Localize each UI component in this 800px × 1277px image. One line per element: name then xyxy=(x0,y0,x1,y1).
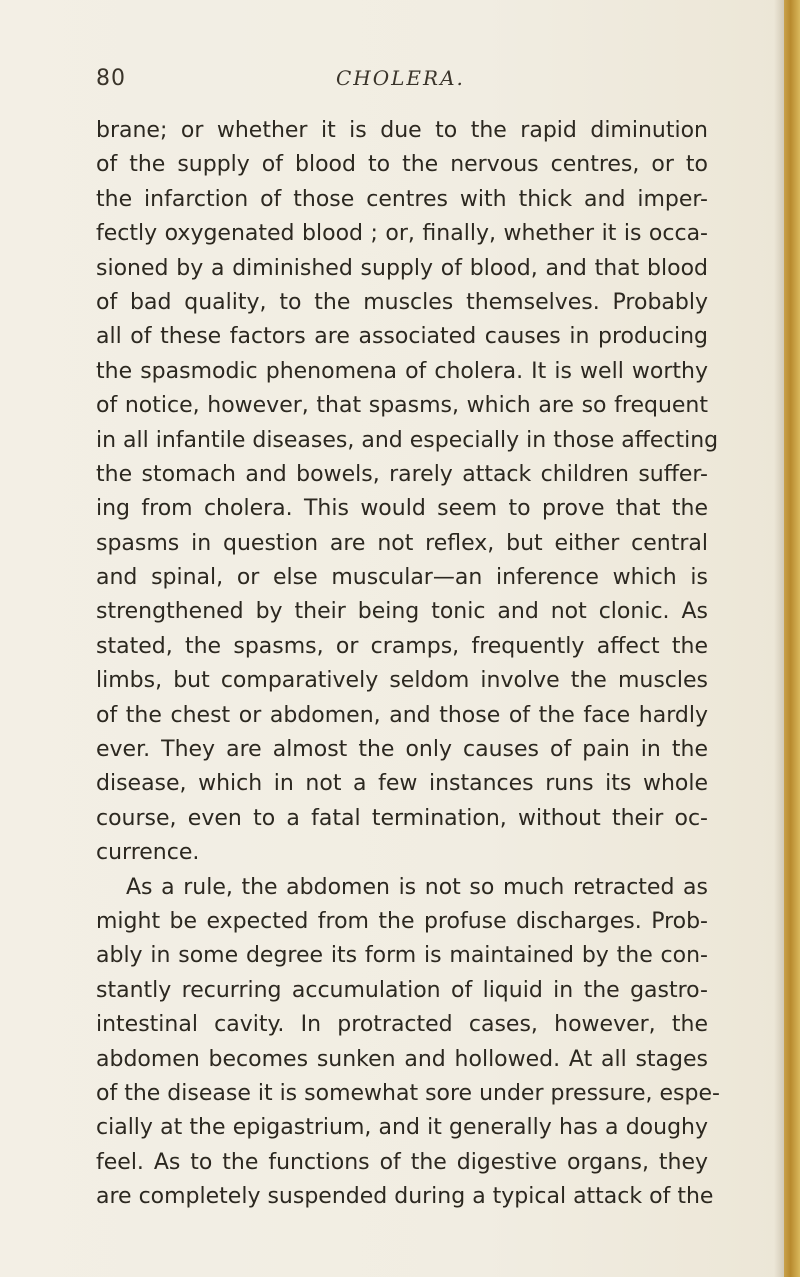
text-line: intestinal cavity. In protracted cases, however, the xyxy=(96,1012,708,1038)
page-number: 80 xyxy=(96,66,126,91)
text-line: cially at the epigastrium, and it generally has a doughy xyxy=(96,1115,708,1141)
text-line: all of these factors are associated causes in producing xyxy=(96,324,708,350)
page-header xyxy=(96,66,776,98)
running-head: CHOLERA. xyxy=(336,66,465,90)
text-line: brane; or whether it is due to the rapid diminution xyxy=(96,118,708,143)
text-line: feel. As to the functions of the digestive organs, they xyxy=(96,1149,708,1175)
text-line: the stomach and bowels, rarely attack children suffer- xyxy=(96,461,708,487)
text-line: the spasmodic phenomena of cholera. It is well worthy xyxy=(96,358,708,384)
text-line: ing from cholera. This would seem to prove that the xyxy=(96,496,708,522)
text-line: of the chest or abdomen, and those of the face hardly xyxy=(96,702,708,728)
text-line: of bad quality, to the muscles themselves. Probably xyxy=(96,289,708,315)
text-line: ever. They are almost the only causes of pain in the xyxy=(96,737,708,763)
text-line: in all infantile diseases, and especially in those affecting xyxy=(96,427,719,453)
text-line: abdomen becomes sunken and hollowed. At all stages xyxy=(96,1046,708,1072)
paragraph-start-line: As a rule, the abdomen is not so much retracted as xyxy=(126,874,708,900)
text-line: stantly recurring accumulation of liquid in the gastro- xyxy=(96,977,708,1003)
gilt-page-edge xyxy=(784,0,800,1277)
text-line: might be expected from the profuse discharges. Prob- xyxy=(96,908,708,934)
text-line: spasms in question are not reflex, but either central xyxy=(96,530,708,556)
text-line: of the disease it is somewhat sore under pressure, espe- xyxy=(96,1080,720,1106)
text-line: sioned by a diminished supply of blood, and that blood xyxy=(96,255,708,281)
text-line: the infarction of those centres with thick and imper- xyxy=(96,186,708,212)
text-line: disease, which in not a few instances runs its whole xyxy=(96,771,708,797)
text-line: stated, the spasms, or cramps, frequently affect the xyxy=(96,633,708,659)
text-line: ably in some degree its form is maintained by the con- xyxy=(96,943,708,969)
text-line: of notice, however, that spasms, which are so frequent xyxy=(96,393,708,419)
text-line: course, even to a fatal termination, without their oc- xyxy=(96,805,708,831)
text-line: and spinal, or else muscular—an inference which is xyxy=(96,565,708,591)
text-line: strengthened by their being tonic and not clonic. As xyxy=(96,599,708,625)
text-line: limbs, but comparatively seldom involve the muscles xyxy=(96,668,708,694)
page-edge-shadow xyxy=(774,0,784,1277)
paragraph-end-line: currence. xyxy=(96,840,200,866)
body-text xyxy=(96,114,720,1215)
text-line: are completely suspended during a typical attack of the xyxy=(96,1184,714,1210)
text-line: of the supply of blood to the nervous centres, or to xyxy=(96,152,708,178)
text-line: fectly oxygenated blood ; or, finally, whether it is occa- xyxy=(96,221,708,247)
